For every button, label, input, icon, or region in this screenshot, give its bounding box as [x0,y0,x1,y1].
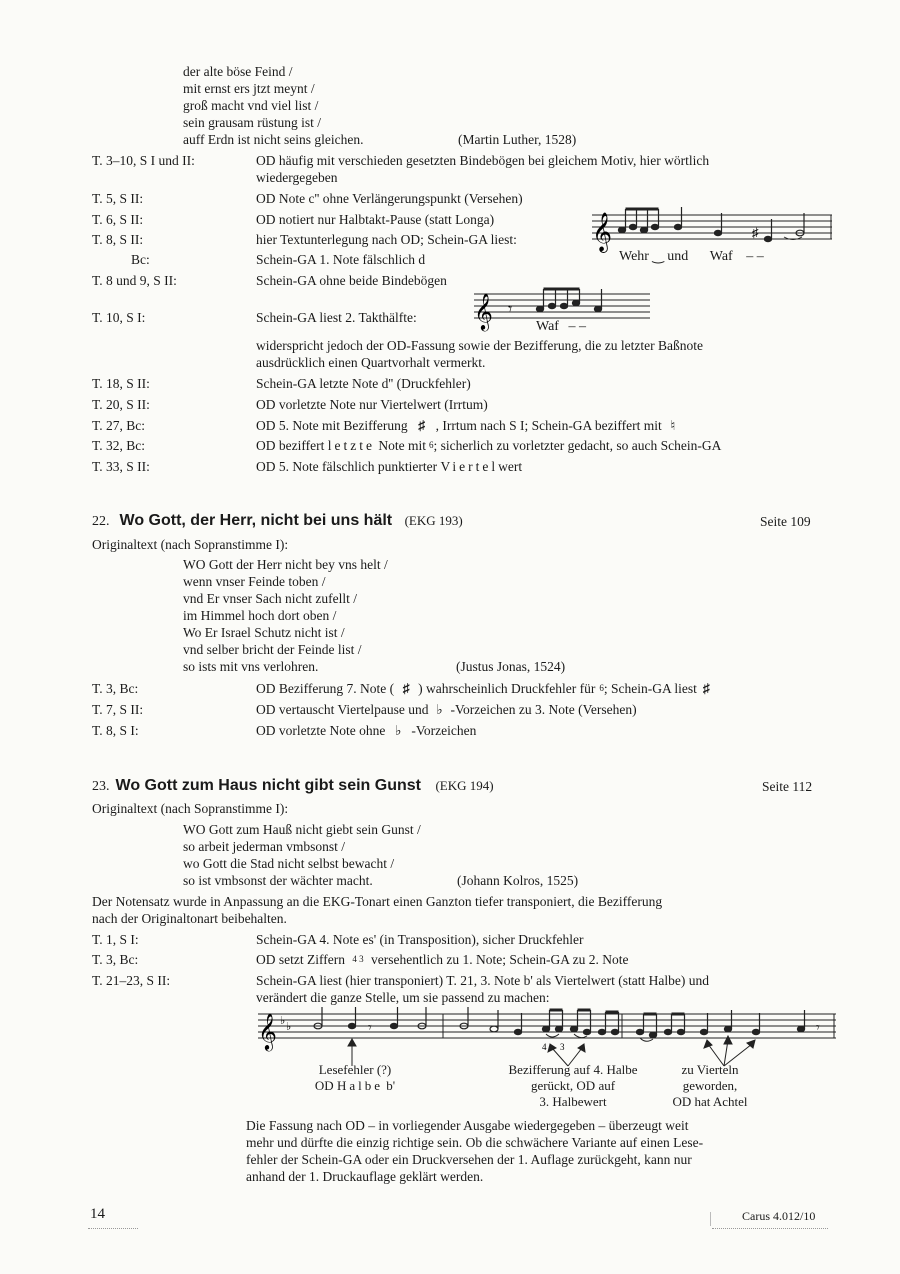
sharp-icon: ♯ [402,681,410,696]
note-text: Schein-GA ohne beide Bindebögen [256,273,447,288]
treble-clef-icon: 𝄞 [258,1013,277,1049]
lyrics-t8 [619,248,764,265]
annotation-line: zu Vierteln [681,1062,739,1077]
note-text-part: versehentlich zu 1. Note; Schein-GA zu 2. Note [370,952,629,967]
footer-divider [710,1212,711,1226]
note-text [256,437,721,454]
note-text-part: OD beziffert [256,438,325,453]
poem-line: vnd selber bricht der Feinde list / [183,642,362,657]
note-ref: T. 32, Bc: [92,438,145,453]
poem-line: auff Erdn ist nicht seins gleichen. [183,132,364,147]
lyric-syllable: Waf [709,249,733,264]
note-text: OD Note c'' ohne Verlängerungspunkt (Versehen) [256,191,523,206]
figure-six: 6 [599,683,604,693]
note-ref: T. 18, S II: [92,376,150,391]
ekg-ref: (EKG 194) [435,778,494,793]
sharp-icon: ♯ [418,418,425,433]
annotation-line: Bezifferung auf 4. Halbe [508,1062,638,1077]
flat-icon: ♭ [280,1015,286,1027]
note-text-part: Note mit [378,438,426,453]
note-text: Schein-GA liest 2. Takthälfte: [256,310,417,325]
note-text-part: ; sicherlich zu vorletzter gedacht, so auch Schein-GA [433,438,722,453]
page-number: 14 [90,1206,105,1222]
annotation-line: OD Halbe b' [314,1078,396,1093]
note-text-part: wert [498,459,523,474]
natural-icon: ♮ [670,418,676,433]
note-text-cont: ausdrücklich einen Quartvorhalt vermerkt. [256,355,486,370]
paragraph-line: fehler der Schein-GA oder ein Druckversehen der 1. Auflage zurückgeht, kann nur [246,1152,692,1167]
footer-divider [712,1228,828,1229]
section-number: 23. [92,779,110,794]
rest-icon: 𝄾 [368,1021,372,1036]
flat-icon: ♭ [286,1021,292,1033]
paragraph-line: nach der Originaltonart beibehalten. [92,911,287,926]
note-ref: T. 3–10, S I und II: [92,153,195,168]
poem-line: so ist vmbsonst der wächter macht. [183,873,373,888]
note-text-part: OD 5. Note fälschlich punktierter [256,459,438,474]
poem-line: so ists mit vns verlohren. [183,659,319,674]
ekg-ref: (EKG 193) [404,513,463,528]
note-text: Schein-GA letzte Note d'' (Druckfehler) [256,376,471,391]
note-ref: T. 10, S I: [92,310,146,325]
sharp-icon: ♯ [752,225,759,240]
note-ref: T. 3, Bc: [92,681,139,696]
page-ref: Seite 112 [762,779,813,794]
lyric-syllable: Wehr [619,249,649,264]
spaced-word: letzte [327,438,375,453]
poem-line: so arbeit jederman vmbsonst / [183,839,345,854]
publisher-ref: Carus 4.012/10 [742,1209,816,1223]
spaced-word: Viertel [440,459,499,474]
flat-icon: ♭ [395,723,402,738]
note-text: Schein-GA liest (hier transponiert) T. 21, 3. Note b' als Viertelwert (statt Halbe) und [256,973,710,988]
note-text-cont: verändert die ganze Stelle, um sie passend zu machen: [256,990,550,1005]
note-text-part: ) wahrscheinlich Druckfehler für [418,681,596,696]
paragraph-line: mehr und dürfte die einzig richtige sein. Ob die schwächere Variante auf einen Lese- [246,1135,704,1150]
section-title: Wo Gott, der Herr, nicht bei uns hält [119,512,393,529]
note-ref: Bc: [131,252,150,267]
lyric-syllable: und [667,249,689,264]
note-text-part: -Vorzeichen [411,723,477,738]
note-text-cont: widerspricht jedoch der OD-Fassung sowie der Bezifferung, die zu letzter Baßnote [256,338,703,353]
note-ref: T. 8, S II: [92,232,144,247]
poem-author: (Martin Luther, 1528) [458,132,577,147]
section-heading [92,777,494,795]
note-text-part: OD Bezifferung 7. Note ( [256,681,395,696]
flat-icon: ♭ [436,702,443,717]
poem-line: im Himmel hoch dort oben / [183,608,337,623]
paragraph-line: anhand der 1. Druckauflage geklärt werden. [246,1169,484,1184]
poem-line: sein grausam rüstung ist / [183,115,321,130]
page-ref: Seite 109 [760,514,811,529]
poem-line: vnd Er vnser Sach nicht zufellt / [183,591,357,606]
poem-line: wenn vnser Feinde toben / [183,574,326,589]
note-text: hier Textunterlegung nach OD; Schein-GA liest: [256,232,517,247]
poem-author: (Justus Jonas, 1524) [456,659,566,674]
note-text: OD häufig mit verschieden gesetzten Bindebögen bei gleichem Motiv, hier wörtlich [256,153,710,168]
figures-four-three: 4 3 [352,954,364,964]
paragraph-line: Die Fassung nach OD – in vorliegender Ausgabe wiedergegeben – überzeugt weit [246,1118,689,1133]
lyrics-t10 [536,318,586,335]
note-ref: T. 1, S I: [92,932,139,947]
figure-four: 4 [542,1042,547,1052]
annotation-quarters [655,1062,765,1110]
note-ref: T. 33, S II: [92,459,150,474]
lyric-syllable: Waf [536,319,559,334]
note-text: OD vorletzte Note nur Viertelwert (Irrtum) [256,397,488,412]
note-ref: T. 8 und 9, S II: [92,273,177,288]
poem-line: Wo Er Israel Schutz nicht ist / [183,625,345,640]
annotation-line: Lesefehler (?) [318,1062,392,1077]
note-text-part: , Irrtum nach S I; Schein-GA beziffert mit [435,418,662,433]
lyric-hyphen: – – [746,249,764,264]
lyric-hyphen: – – [568,319,586,334]
footer-divider [88,1228,138,1229]
treble-clef-icon: 𝄞 [592,214,613,251]
annotation-line: OD hat Achtel [672,1094,748,1109]
note-text-part: OD vorletzte Note ohne [256,723,386,738]
note-text-cont: wiedergegeben [256,170,338,185]
lyric-hyphen: ‿ [648,249,668,264]
note-text [256,417,684,434]
note-text [256,951,629,968]
note-text [256,701,637,718]
poem-line: WO Gott der Herr nicht bey vns helt / [183,557,388,572]
note-ref: T. 21–23, S II: [92,973,171,988]
note-text [256,458,522,475]
note-text-part: -Vorzeichen zu 3. Note (Versehen) [450,702,637,717]
annotation-line: 3. Halbewert [539,1094,607,1109]
section-heading [92,512,463,530]
section-number: 22. [92,514,110,529]
treble-clef-icon: 𝄞 [474,293,493,329]
note-text-part: OD vertauscht Viertelpause und [256,702,429,717]
note-text [256,722,476,739]
section-intro: Originaltext (nach Sopranstimme I): [92,537,289,552]
annotation-misread [295,1062,415,1094]
note-ref: T. 8, S I: [92,723,139,738]
rest-icon: 𝄾 [508,301,513,318]
annotation-line: gerückt, OD auf [530,1078,616,1093]
note-text-part: OD setzt Ziffern [256,952,345,967]
poem-line: wo Gott die Stad nicht selbst bewacht / [183,856,395,871]
note-text [256,680,710,697]
poem-line: mit ernst ers jtzt meynt / [183,81,315,96]
note-ref: T. 6, S II: [92,212,144,227]
note-ref: T. 27, Bc: [92,418,145,433]
note-ref: T. 3, Bc: [92,952,139,967]
note-ref: T. 5, S II: [92,191,144,206]
section-title: Wo Gott zum Haus nicht gibt sein Gunst [115,777,421,794]
sharp-icon: ♯ [702,681,710,696]
note-text-part: ; Schein-GA liest [603,681,697,696]
section-intro: Originaltext (nach Sopranstimme I): [92,801,289,816]
poem-line: WO Gott zum Hauß nicht giebt sein Gunst / [183,822,421,837]
rest-icon: 𝄾 [816,1021,820,1036]
annotation-line: geworden, [682,1078,738,1093]
figure-six: 6 [428,440,434,450]
annotation-figures [488,1062,658,1110]
paragraph-line: Der Notensatz wurde in Anpassung an die EKG-Tonart einen Ganzton tiefer transponiert, die Bezifferung [92,894,663,909]
note-ref: T. 20, S II: [92,397,150,412]
note-text-part: OD 5. Note mit Bezifferung [256,418,408,433]
poem-author: (Johann Kolros, 1525) [457,873,579,888]
poem-line: der alte böse Feind / [183,64,293,79]
note-text: Schein-GA 1. Note fälschlich d [256,252,426,267]
poem-line: groß macht vnd viel list / [183,98,319,113]
note-text: Schein-GA 4. Note es' (in Transposition), sicher Druckfehler [256,932,584,947]
figure-three: 3 [560,1042,565,1052]
note-ref: T. 7, S II: [92,702,144,717]
note-text: OD notiert nur Halbtakt-Pause (statt Longa) [256,212,495,227]
